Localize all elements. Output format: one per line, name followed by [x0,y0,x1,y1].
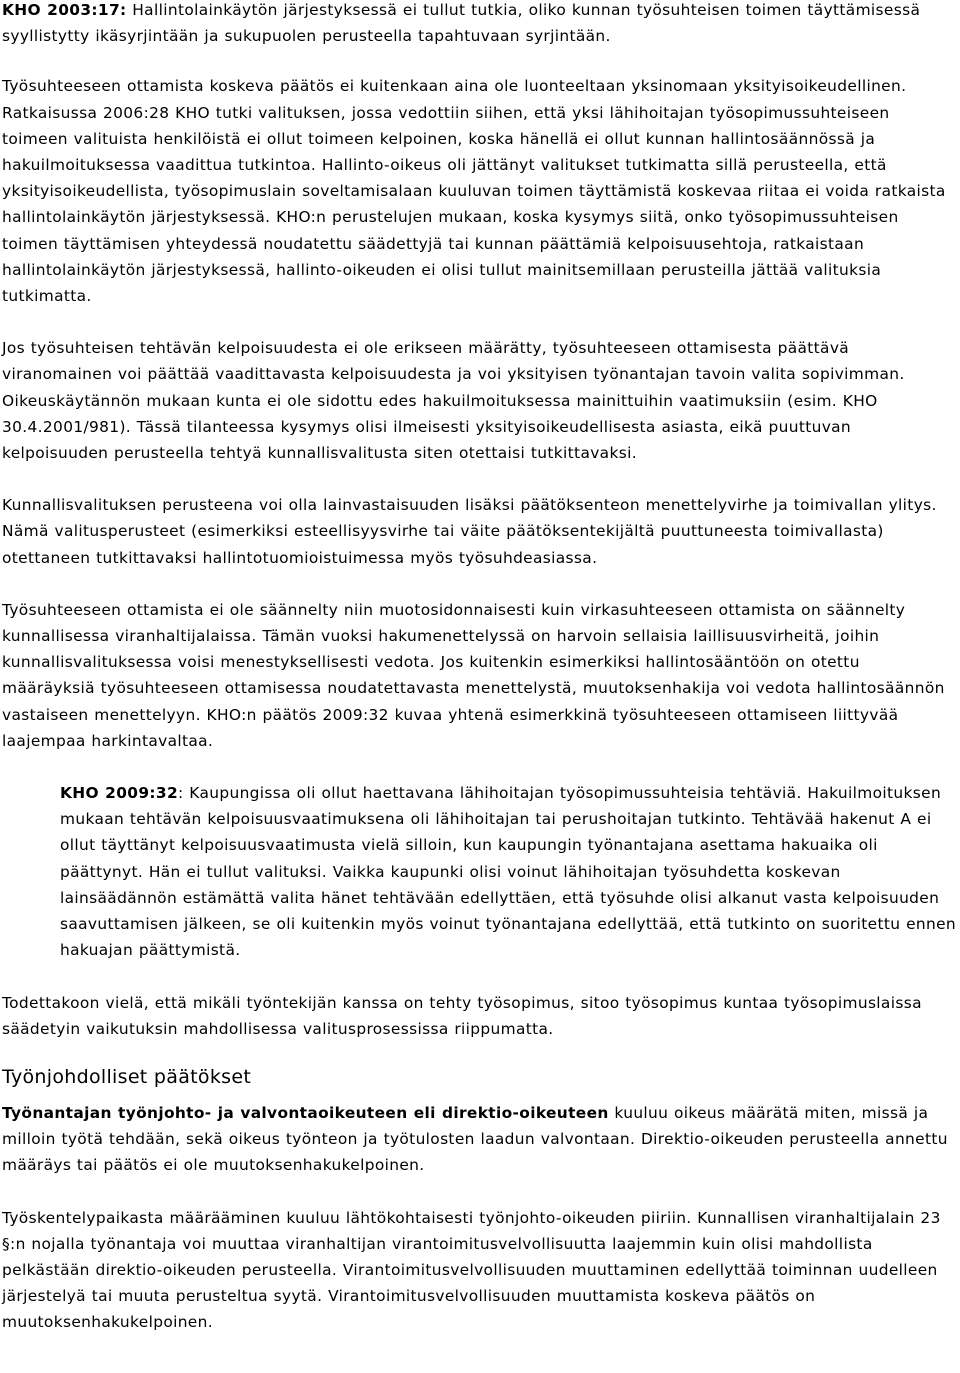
paragraph-kho-2009-32 [2,780,956,963]
paragraph-qualification: Jos työsuhteisen tehtävän kelpoisuudesta ei ole erikseen määrätty, työsuhteeseen ottamisesta päättävä viranomainen voi päättää vaadittavasta kelpoisuudesta ja voi yksityisen työnantajan tavoin valita sopivimman. Oikeuskäytännön mukaan kunta ei ole sidottu edes hakuilmoituksessa mainittuihin vaatimuksiin (esim. KHO 30.4.2001/981). Tässä tilanteessa kysymys olisi ilmeisesti yksityisoikeudellisesta asiasta, eikä puuttuvan kelpoisuuden perusteella tehtyä kunnallisvalitusta siten otettaisi tutkittavaksi. [2,339,905,463]
paragraph-employment-decision: Työsuhteeseen ottamista koskeva päätös ei kuitenkaan aina ole luonteeltaan yksinomaan yksityisoikeudellinen. Ratkaisussa 2006:28 KHO tutki valituksen, jossa vedottiin siihen, että yksi lähihoitajan työsopimussuhteiseen toimeen valituista henkilöistä ei ollut toimeen kelpoinen, koska hänellä ei ollut kunnan hallintosäännössä ja hakuilmoituksessa vaadittua tutkintoa. Hallinto-oikeus oli jättänyt valitukset tutkimatta sillä perusteella, että yksityisoikeudellista, työsopimuslain soveltamisalaan kuuluvan toimen täyttämistä koskevaa riitaa ei voida ratkaista hallintolainkäytön järjestyksessä. KHO:n perustelujen mukaan, koska kysymys siitä, onko työsopimussuhteisen toimen täyttämisen yhteydessä noudatettu säädettyjä tai kunnan päättämiä kelpoisuusehtoja, ratkaistaan hallintolainkäytön järjestyksessä, hallinto-oikeuden ei olisi tullut mainitsemillaan perusteilla jättää valituksia tutkimatta. [2,77,946,306]
paragraph-workplace-assignment: Työskentelypaikasta määrääminen kuuluu lähtökohtaisesti työnjohto-oikeuden piiriin. Kunnallisen viranhaltijalain 23 §:n nojalla työnantaja voi muuttaa viranhaltijan virantoimitusvelvollisuutta laajemmin kuin olisi mahdollista pelkästään direktio-oikeuden perusteella. Virantoimitusvelvollisuuden muuttaminen edellyttää toiminnan uudelleen järjestelyä tai muuta perusteltua syytä. Virantoimitusvelvollisuuden muuttamista koskeva päätös on muutoksenhakukelpoinen. [2,1208,941,1332]
bold-term: Työnantajan työnjohto- ja valvontaoikeuteen eli direktio-oikeuteen [2,1103,609,1122]
document-page [2,0,956,1336]
paragraph-text: : Kaupungissa oli ollut haettavana lähihoitajan työsopimussuhteisia tehtäviä. Hakuilmoituksen mukaan tehtävän kelpoisuusvaatimuksena oli lähihoitajan tai perushoitajan tutkinto. Tehtävää hakenut A ei ollut täyttänyt kelpoisuusvaatimusta vielä silloin, kun kaupungin työnantajana asettama hakuaika oli päättynyt. Hän ei tullut valituksi. Vaikka kaupunki olisi voinut lähihoitajan työsuhdetta koskevan lainsäädännön estämättä valita hänet tehtävään edellyttäen, että työsuhde olisi alkanut vasta kelpoisuuden saavuttamisen jälkeen, se oli kuitenkin myös voinut työnantajana edellyttää, että tutkinto on suoritettu ennen hakuajan päättymistä. [60,784,957,960]
paragraph-appeal-grounds: Kunnallisvalituksen perusteena voi olla lainvastaisuuden lisäksi päätöksenteon menettelyvirhe ja toimivallan ylitys. Nämä valitusperusteet (esimerkiksi esteellisyysvirhe tai väite päätöksentekijältä puuttuneesta toimivallasta) otettaneen tutkittavaksi hallintotuomioistuimessa myös työsuhdeasiassa. [2,496,937,567]
paragraph-employment-contract: Todettakoon vielä, että mikäli työntekijän kanssa on tehty työsopimus, sitoo työsopimus kuntaa työsopimuslaissa säädetyin vaikutuksin mahdollisessa valitusprosessissa riippumatta. [2,993,922,1038]
section-heading: Työnjohdolliset päätökset [2,1065,252,1088]
case-reference: KHO 2003:17: [2,1,127,19]
paragraph-directive-right [2,1100,956,1179]
paragraph-text: kuuluu oikeus määrätä miten, missä ja milloin työtä tehdään, sekä oikeus työnteon ja työtulosten laadun valvontaan. Direktio-oikeuden perusteella annettu määräys tai päätös ei ole muutoksenhakukelpoinen. [2,1103,948,1175]
case-reference: KHO 2009:32 [60,784,179,803]
paragraph-text: Hallintolainkäytön järjestyksessä ei tullut tutkia, oliko kunnan työsuhteisen toimen täyttämisessä syyllistytty ikäsyrjintään ja sukupuolen perusteella tapahtuvaan syrjintään. [2,1,921,46]
paragraph-hiring-regulation: Työsuhteeseen ottamista ei ole säännelty niin muotosidonnaisesti kuin virkasuhteeseen ottamista on säännelty kunnallisessa viranhaltijalaissa. Tämän vuoksi hakumenettelyssä on harvoin sellaisia laillisuusvirheitä, joihin kunnallisvalituksessa voisi menestyksellisesti vedota. Jos kuitenkin esimerkiksi hallintosääntöön on otettu määräyksiä työsuhteeseen ottamisessa noudatettavasta menettelystä, muutoksenhakija voi vedota hallintosäännön vastaiseen menettelyyn. KHO:n päätös 2009:32 kuvaa yhtenä esimerkkinä työsuhteeseen ottamiseen liittyvää laajempaa harkintavaltaa. [2,600,945,750]
paragraph-kho-2003-17 [2,0,956,49]
